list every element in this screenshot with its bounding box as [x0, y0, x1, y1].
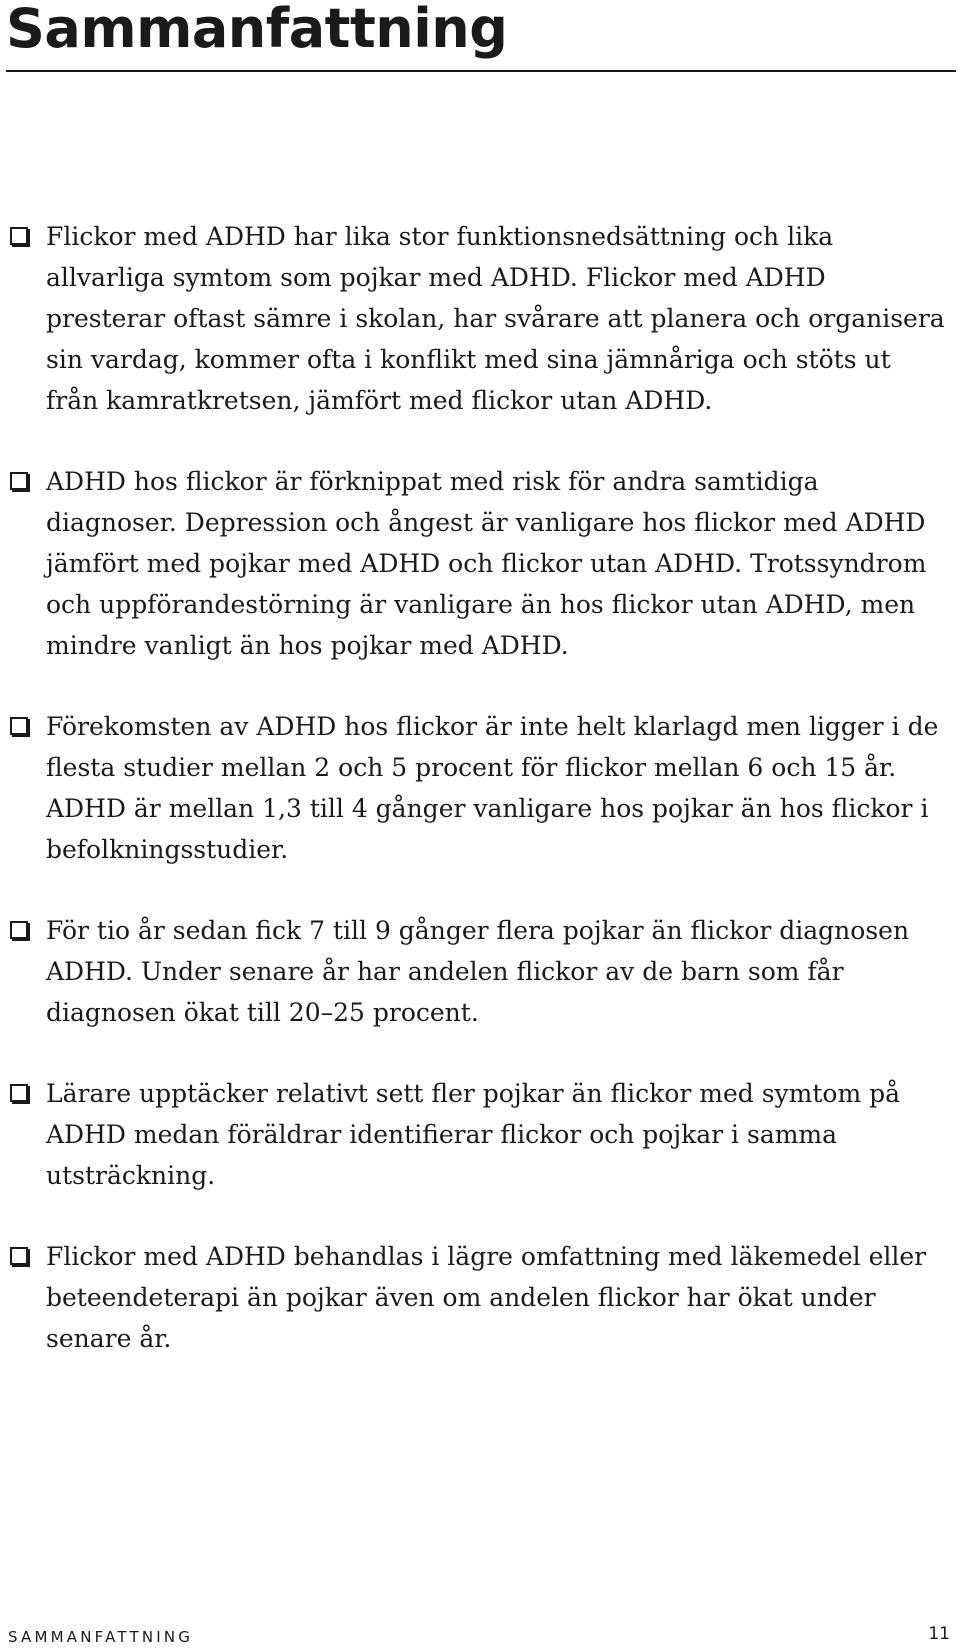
list-item [10, 706, 945, 870]
footer-section-label: SAMMANFATTNING [8, 1628, 194, 1646]
checkbox-square-icon [10, 921, 28, 939]
checkbox-square-icon [10, 717, 28, 735]
list-item [10, 1073, 945, 1196]
list-item [10, 1236, 945, 1359]
checkbox-square-icon [10, 472, 28, 490]
list-item-text: ADHD hos flickor är förknippat med risk för andra samtidiga diagnoser. Depression och ångest är vanligare hos flickor med ADHD jämfört med pojkar med ADHD och flickor utan ADHD. Trotssyndrom och uppförandestörning är vanligare än hos flickor utan ADHD, men mindre vanligt än hos pojkar med ADHD. [46, 467, 927, 660]
list-item-text: För tio år sedan fick 7 till 9 gånger flera pojkar än flickor diagnosen ADHD. Under senare år har andelen flickor av de barn som får diagnosen ökat till 20–25 procent. [46, 916, 910, 1027]
summary-list [10, 216, 945, 1399]
checkbox-square-icon [10, 227, 28, 245]
list-item-text: Flickor med ADHD behandlas i lägre omfattning med läkemedel eller beteendeterapi än pojkar även om andelen flickor har ökat under senare år. [46, 1242, 927, 1353]
list-item [10, 910, 945, 1033]
title-rule [6, 70, 956, 72]
list-item [10, 216, 945, 421]
list-item-text: Flickor med ADHD har lika stor funktionsnedsättning och lika allvarliga symtom som pojkar med ADHD. Flickor med ADHD presterar oftast sämre i skolan, har svårare att planera och organisera sin vardag, kommer ofta i konflikt med sina jämnåriga och stöts ut från kamratkretsen, jämfört med flickor utan ADHD. [46, 222, 945, 415]
footer-page-number: 11 [928, 1624, 950, 1644]
checkbox-square-icon [10, 1084, 28, 1102]
list-item [10, 461, 945, 666]
checkbox-square-icon [10, 1247, 28, 1265]
list-item-text: Lärare upptäcker relativt sett fler pojkar än flickor med symtom på ADHD medan föräldrar identifierar flickor och pojkar i samma utsträckning. [46, 1079, 901, 1190]
list-item-text: Förekomsten av ADHD hos flickor är inte helt klarlagd men ligger i de flesta studier mellan 2 och 5 procent för flickor mellan 6 och 15 år. ADHD är mellan 1,3 till 4 gånger vanligare hos pojkar än hos flickor i befolkningsstudier. [46, 712, 939, 864]
page-title: Sammanfattning [6, 0, 508, 60]
